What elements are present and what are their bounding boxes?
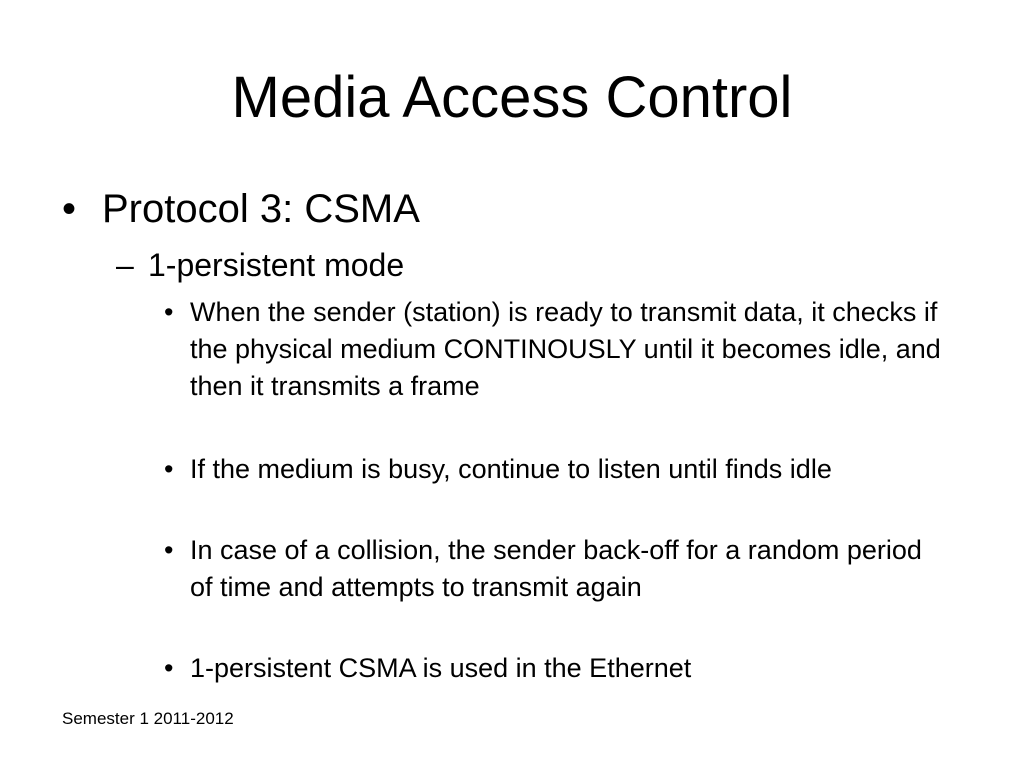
bullet-marker: •	[164, 454, 174, 484]
bullet-marker: •	[62, 187, 77, 231]
bullet-marker: •	[164, 535, 174, 565]
slide-title: Media Access Control	[231, 65, 793, 130]
bullet-marker: •	[164, 297, 174, 327]
bullet-marker: •	[164, 653, 174, 683]
bullet-level3-text: If the medium is busy, continue to listen until finds idle	[190, 454, 832, 484]
dash-marker: –	[116, 247, 134, 283]
bullet-level3-item	[164, 294, 964, 405]
bullet-level3-text: 1-persistent CSMA is used in the Ethernet	[190, 653, 692, 683]
bullet-level3-item	[164, 650, 964, 687]
bullet-level3-text: In case of a collision, the sender back-off for a random period of time and attempts to transmit again	[190, 535, 922, 602]
bullet-level3-text: When the sender (station) is ready to transmit data, it checks if the physical medium CONTINOUSLY until it becomes idle, and then it transmits a frame	[190, 297, 941, 401]
bullet-level3-item	[164, 451, 964, 488]
bullet-level3-item	[164, 532, 964, 606]
slide-footer: Semester 1 2011-2012	[62, 709, 234, 728]
bullet-level2-text: 1-persistent mode	[148, 247, 405, 283]
bullet-level1-text: Protocol 3: CSMA	[102, 187, 420, 231]
